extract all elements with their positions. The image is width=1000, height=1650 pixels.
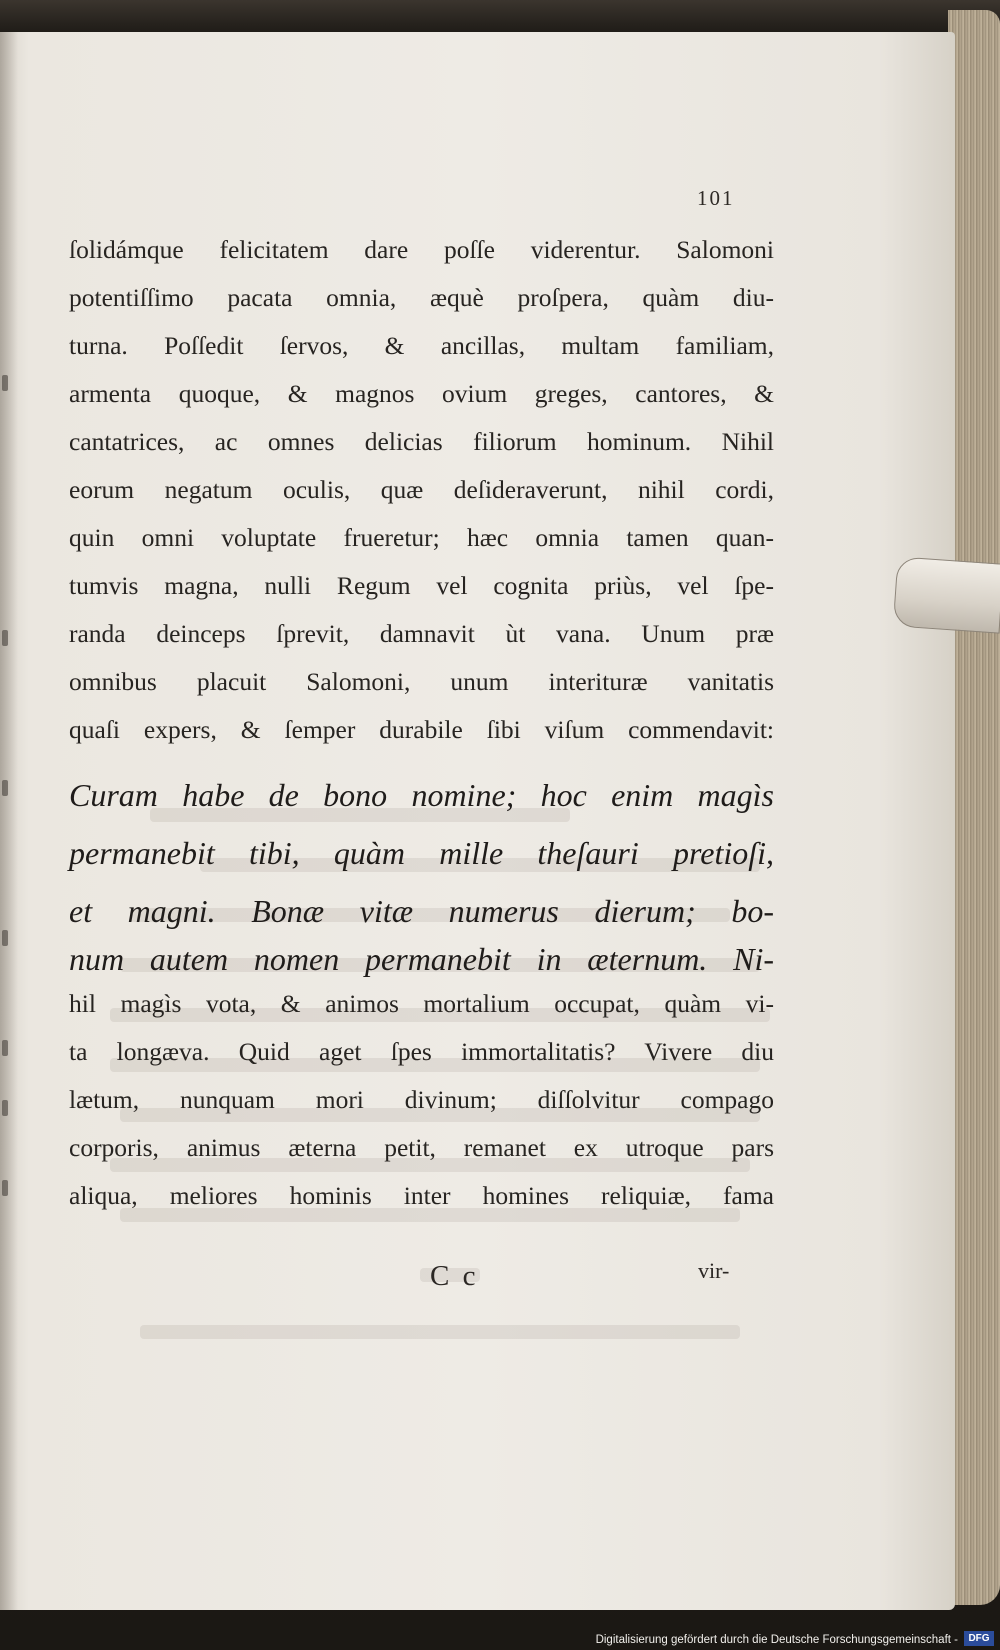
quotation-line: permanebit tibi, quàm mille theſauri pretioſi, xyxy=(69,835,774,871)
dfg-logo: DFG xyxy=(964,1631,994,1646)
bookmark-tab xyxy=(893,556,1000,633)
text-line: cantatrices, ac omnes delicias filiorum hominum. Nihil xyxy=(69,427,774,456)
binding-shadow xyxy=(0,32,18,1610)
quotation-line: et magni. Bonæ vitæ numerus dierum; bo- xyxy=(69,893,774,929)
text-line: omnibus placuit Salomoni, unum interituræ vanitatis xyxy=(69,667,774,696)
catchword: vir- xyxy=(698,1258,730,1283)
text-line: turna. Poſſedit ſervos, & ancillas, multam familiam, xyxy=(69,331,774,360)
page-fore-edge xyxy=(948,10,1000,1605)
text-line: randa deinceps ſprevit, damnavit ùt vana. Unum præ xyxy=(69,619,774,648)
text-line: quaſi expers, & ſemper durabile ſibi viſum commendavit: xyxy=(69,715,774,744)
text-line: armenta quoque, & magnos ovium greges, cantores, & xyxy=(69,379,774,408)
text-line: ſolidámque felicitatem dare poſſe viderentur. Salomoni xyxy=(69,235,774,264)
text-line: lætum, nunquam mori divinum; diſſolvitur compago xyxy=(69,1085,774,1114)
text-line: quin omni voluptate frueretur; hæc omnia tamen quan- xyxy=(69,523,774,552)
quotation-line: num autem nomen permanebit in æternum. Ni- xyxy=(69,941,774,977)
text-line: ta longæva. Quid aget ſpes immortalitatis? Vivere diu xyxy=(69,1037,774,1066)
digitization-credit: Digitalisierung gefördert durch die Deutsche Forschungsgemeinschaft - xyxy=(595,1634,958,1646)
text-line: aliqua, meliores hominis inter homines reliquiæ, fama xyxy=(69,1181,774,1210)
text-line: potentiſſimo pacata omnia, æquè proſpera, quàm diu- xyxy=(69,283,774,312)
signature-mark: C c xyxy=(430,1260,479,1292)
text-line: corporis, animus æterna petit, remanet ex utroque pars xyxy=(69,1133,774,1162)
quotation-line: Curam habe de bono nomine; hoc enim magìs xyxy=(69,777,774,813)
page-number: 101 xyxy=(697,186,735,210)
text-line: eorum negatum oculis, quæ deſideraverunt, nihil cordi, xyxy=(69,475,774,504)
text-line: tumvis magna, nulli Regum vel cognita priùs, vel ſpe- xyxy=(69,571,774,600)
text-line: hil magìs vota, & animos mortalium occupat, quàm vi- xyxy=(69,989,774,1018)
